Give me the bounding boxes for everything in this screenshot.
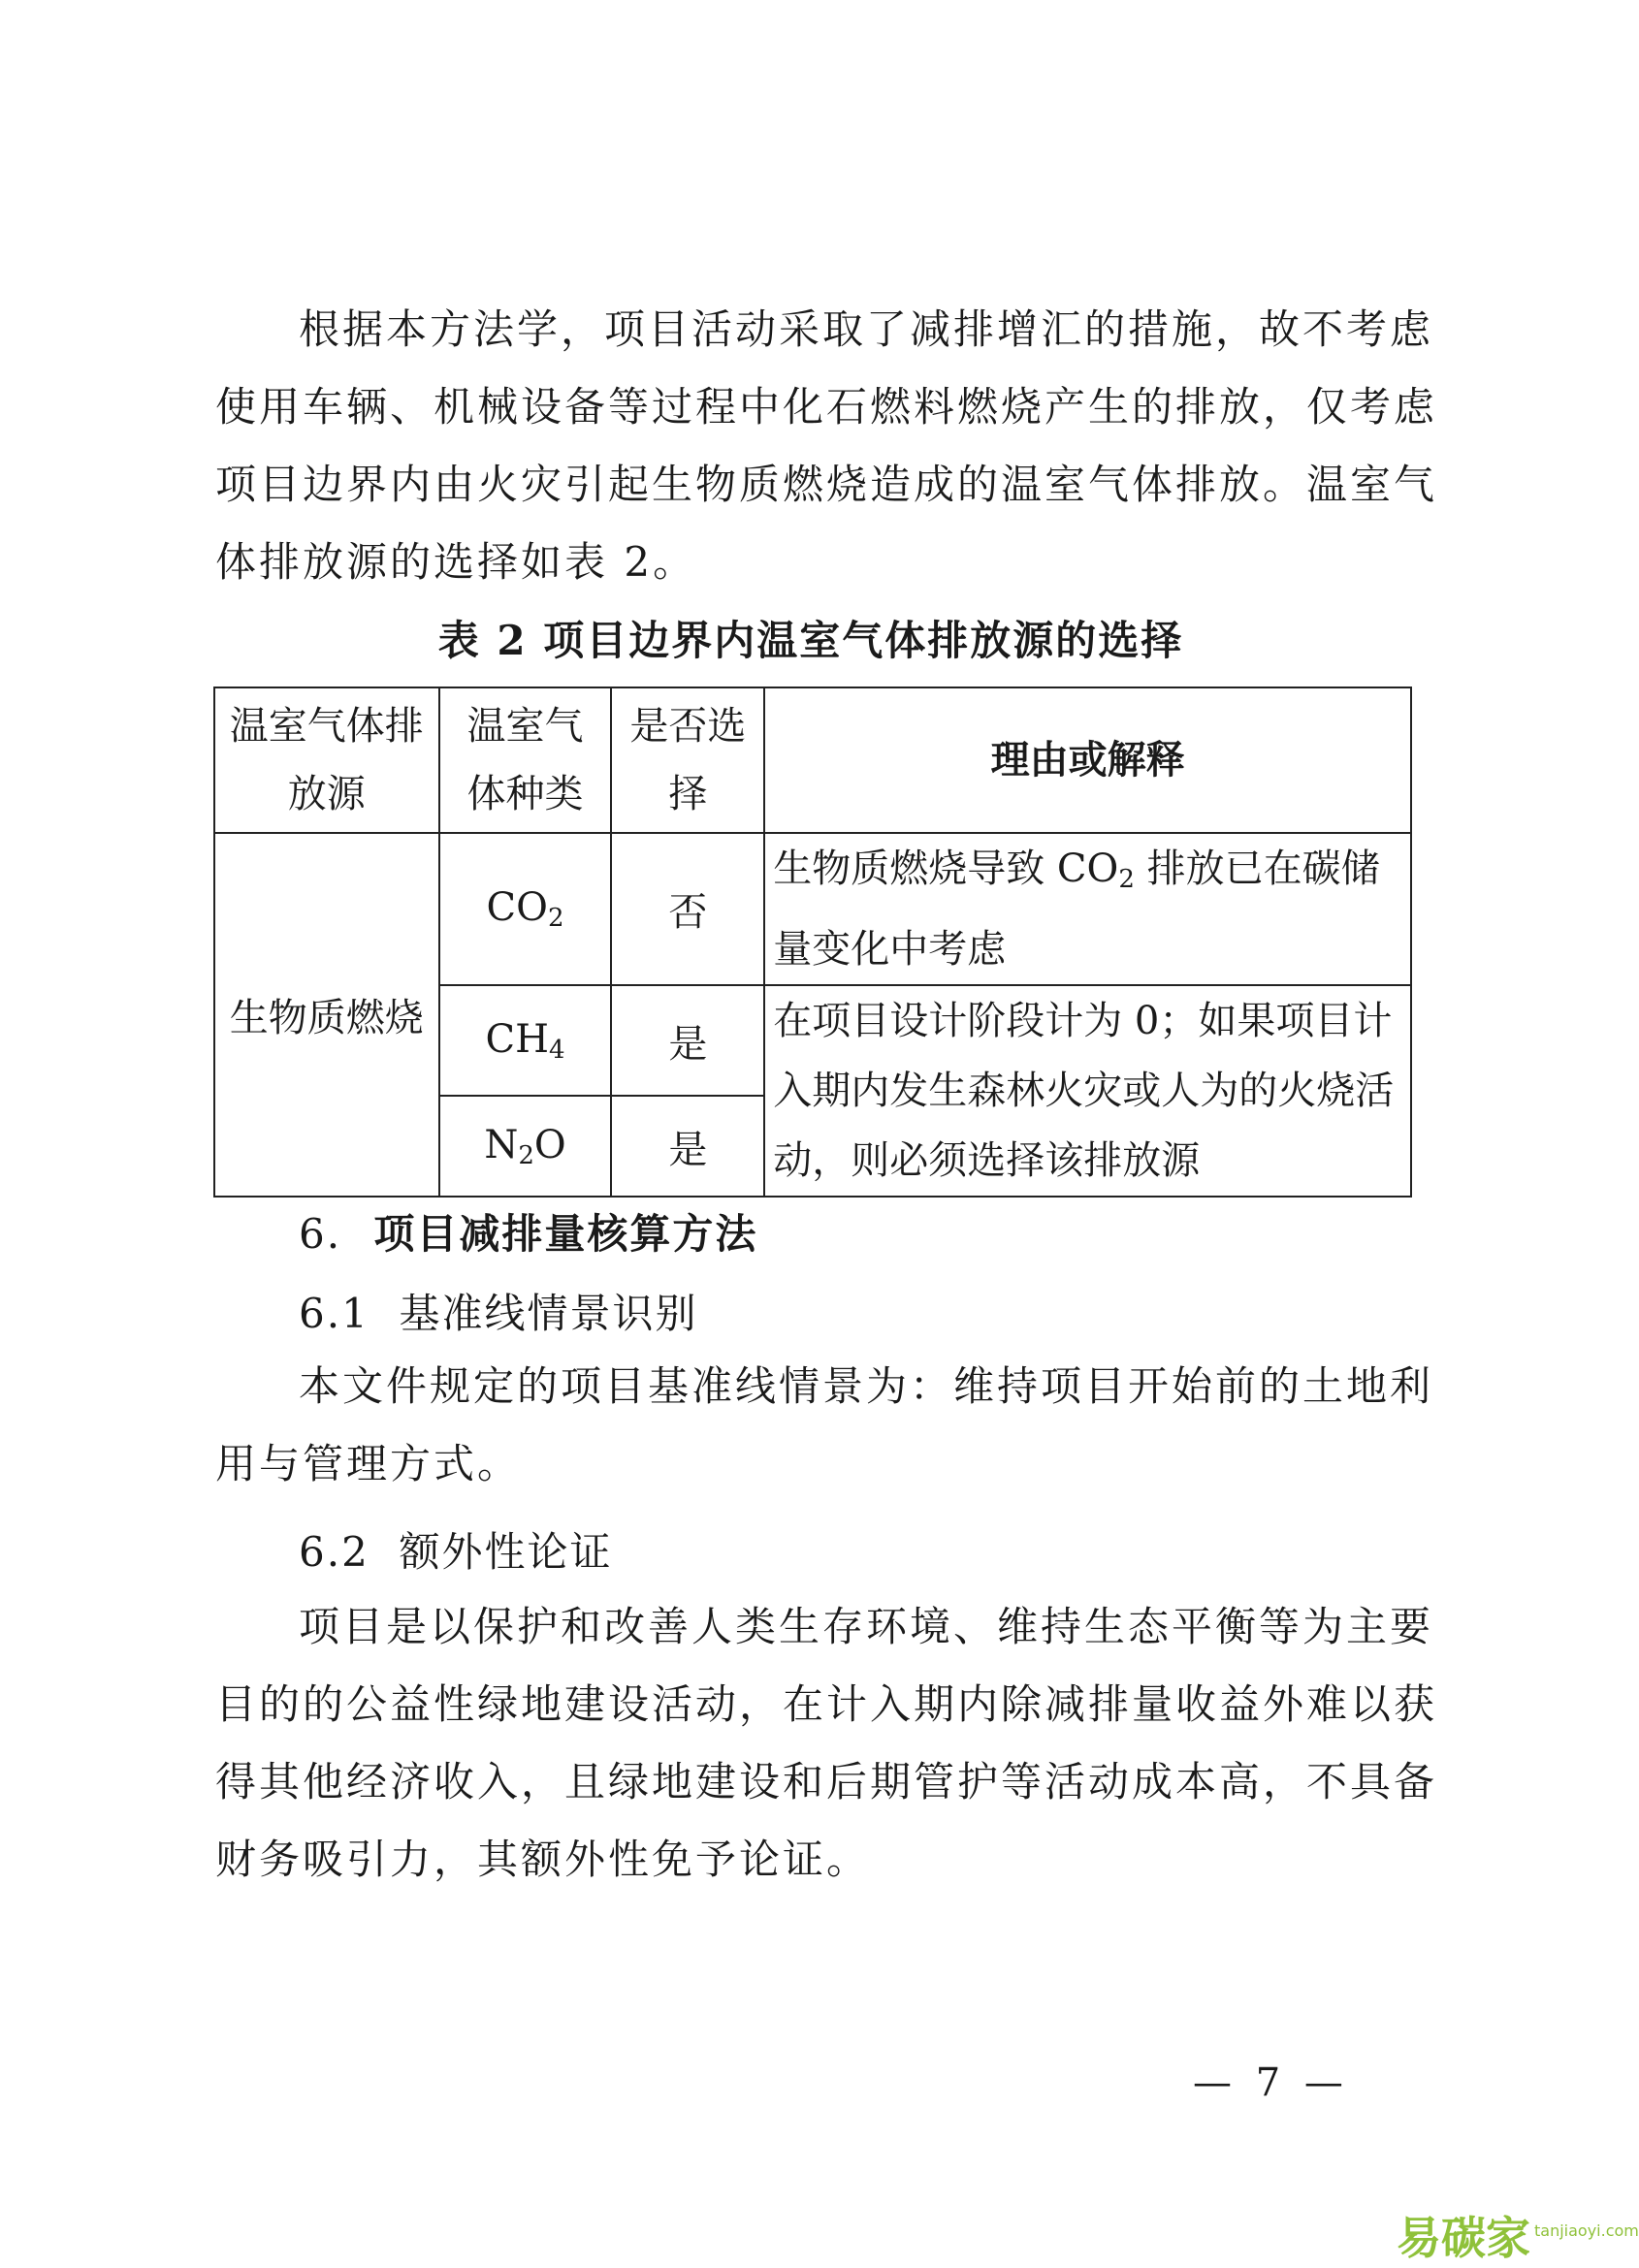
cell-selected: 否 xyxy=(611,833,764,985)
cell-source: 生物质燃烧 xyxy=(214,833,439,1197)
cell-gas: $CO_2$ xyxy=(439,833,612,985)
paragraph-additionality xyxy=(215,1588,1438,1899)
cell-selected: 是 xyxy=(611,985,764,1096)
header-gas-type: 温室气体种类 xyxy=(439,687,612,833)
paragraph-baseline xyxy=(215,1348,1434,1503)
text-line: 财务吸引力，其额外性免予论证。 xyxy=(215,1836,871,1883)
text-line: 目的的公益性绿地建设活动，在计入期内除减排量收益外难以获 xyxy=(215,1680,1438,1728)
text-line: 根据本方法学，项目活动采取了减排增汇的措施，故不考虑 xyxy=(299,305,1434,353)
section-heading-6-2: 6.2 额外性论证 xyxy=(299,1528,613,1576)
text-line: 体排放源的选择如表 2。 xyxy=(215,538,697,586)
cell-gas: $N_2O$ xyxy=(439,1096,612,1197)
cell-reason: 生物质燃烧导致 $CO_2$ 排放已在碳储量变化中考虑 xyxy=(764,833,1411,985)
table-header-row xyxy=(214,687,1411,833)
text-line: 用与管理方式。 xyxy=(215,1440,522,1487)
text-line: 项目边界内由火灾引起生物质燃烧造成的温室气体排放。温室气 xyxy=(215,461,1438,508)
page-number: — 7 — xyxy=(1193,2060,1349,2105)
watermark-logo: 易碳家 $^{tanjiaoyi.com}$ xyxy=(1397,2212,1639,2264)
cell-reason: 在项目设计阶段计为 0；如果项目计入期内发生森林火灾或人为的火烧活动，则必须选择该排放源 xyxy=(764,985,1411,1197)
header-reason: 理由或解释 xyxy=(764,687,1411,833)
header-selected: 是否选择 xyxy=(611,687,764,833)
text-line: 使用车辆、机械设备等过程中化石燃料燃烧产生的排放，仅考虑 xyxy=(215,383,1438,431)
table-row xyxy=(214,833,1411,985)
text-line: 项目是以保护和改善人类生存环境、维持生态平衡等为主要 xyxy=(299,1603,1434,1650)
text-line: 得其他经济收入，且绿地建设和后期管护等活动成本高，不具备 xyxy=(215,1758,1438,1805)
cell-selected: 是 xyxy=(611,1096,764,1197)
emission-source-table xyxy=(213,687,1412,1198)
cell-gas: $CH_4$ xyxy=(439,985,612,1096)
section-heading-6: 6. 项目减排量核算方法 xyxy=(299,1210,758,1258)
table-caption: 表 2 项目边界内温室气体排放源的选择 xyxy=(437,617,1184,664)
paragraph-emission-scope xyxy=(215,291,1438,601)
header-source: 温室气体排放源 xyxy=(214,687,439,833)
text-line: 本文件规定的项目基准线情景为：维持项目开始前的土地利 xyxy=(299,1362,1434,1410)
section-heading-6-1: 6.1 基准线情景识别 xyxy=(299,1290,698,1337)
